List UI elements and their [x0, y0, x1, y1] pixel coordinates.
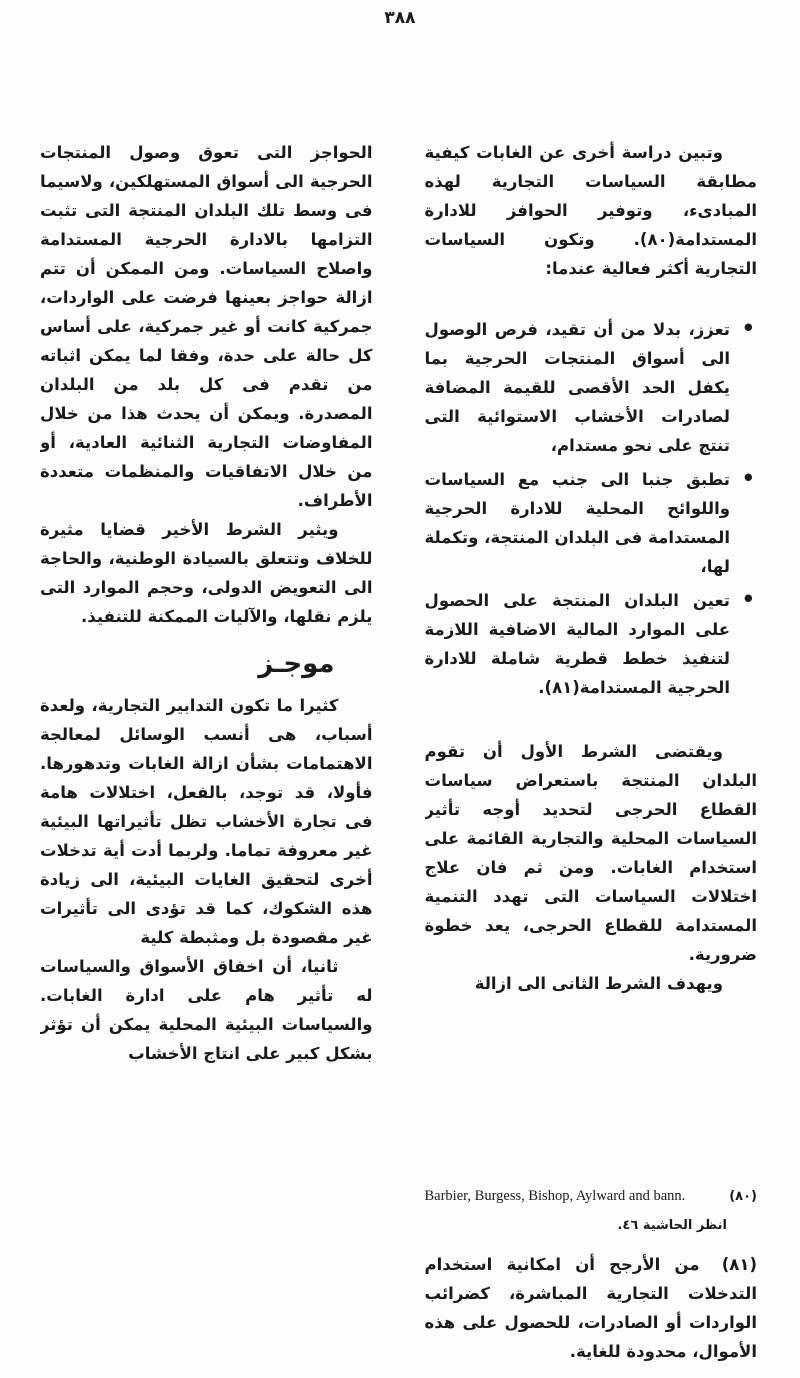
right-column: [425, 138, 758, 1366]
bullet-icon: •: [741, 587, 755, 611]
paragraph-summary-1: كثيرا ما تكون التدابير التجارية، ولعدة أسباب، هى أنسب الوسائل لمعالجة الاهتمامات بشأن ازالة الغابات وتدهورها. فأولا، قد توجد، بالفعل، اختلالات هامة فى تجارة الأخشاب تظل تأثيراتها البيئية غير معروفة تماما. ولربما أدت أية تدخلات أخرى لتحقيق الغايات البيئية، الى زيادة هذه الشكوك، كما قد تؤدى الى تأثيرات غير مقصودة بل ومثبطة كلية: [40, 696, 373, 947]
footnote-80-reference-row: [425, 1182, 758, 1211]
bullet-text: تعزز، بدلا من أن تقيد، فرص الوصول الى أسواق المنتجات الحرجية بما يكفل الحد الأقصى للقيمة المضافة لصادرات الأخشاب الاستوائية التى تنتج على نحو مستدام،: [424, 320, 730, 455]
bullet-item: [425, 465, 758, 581]
bullet-icon: •: [741, 316, 755, 340]
paragraph-summary-2: ثانيا، أن اخفاق الأسواق والسياسات له تأثير هام على ادارة الغابات. والسياسات البيئية المحلية يمكن أن تؤثر بشكل كبير على انتاج الأخشاب: [40, 957, 373, 1063]
bullet-text: تطبق جنبا الى جنب مع السياسات واللوائح المحلية للادارة الحرجية المستدامة فى البلدان المنتجة، وتكملة لها،: [424, 470, 730, 576]
paragraph-final-condition: ويثير الشرط الأخير قضايا مثيرة للخلاف وتتعلق بالسيادة الوطنية، والحاجة الى التعويض الدولى، وحجم الموارد التى يلزم نقلها، والآليات الممكنة للتنفيذ.: [40, 520, 373, 626]
left-column: [40, 138, 373, 1366]
paragraph-intro: وتبين دراسة أخرى عن الغابات كيفية مطابقة السياسات التجارية لهذه المبادىء، وتوفير الحوافز للادارة المستدامة(٨٠). وتكون السياسات التجارية أكثر فعالية عندما:: [424, 143, 757, 278]
paragraph-condition-two-lead: ويهدف الشرط الثانى الى ازالة: [474, 974, 723, 993]
bullet-icon: •: [741, 466, 755, 490]
content-columns: [40, 138, 757, 1366]
bullet-list: [425, 315, 758, 707]
bullet-item: [425, 315, 758, 460]
paragraph-condition-one: ويقتضى الشرط الأول أن تقوم البلدان المنتجة باستعراض سياسات القطاع الحرجى لتحديد أوجه تأثير السياسات المحلية والتجارية القائمة على استخدام الغابات. ومن ثم فان علاج اختلالات السياسات التى تهدد التنمية المستدامة للقطاع الحرجى، يعد خطوة ضرورية.: [424, 742, 757, 964]
footnote-81: [425, 1250, 758, 1366]
footnote-81-marker: (٨١): [721, 1255, 757, 1274]
page-number: ٣٨٨: [384, 8, 416, 28]
paragraph-barriers: الحواجز التى تعوق وصول المنتجات الحرجية الى أسواق المستهلكين، ولاسيما فى وسط تلك البلدان المنتجة التى تثبت التزامها بالادارة الحرجية المستدامة واصلاح السياسات. ومن الممكن أن تتم ازالة حواجز بعينها فرضت على الواردات، جمركية كانت أو غير جمركية، على أساس كل حالة على حدة، وفقا لما يمكن اثباته من تقدم فى كل بلد من البلدان المصدرة. ويمكن أن يحدث هذا من خلال المفاوضات التجارية الثنائية العادية، أو من خلال الاتفاقيات والمنظمات متعددة الأطراف.: [40, 143, 373, 510]
footnote-80-note: انظر الحاشية ٤٦.: [617, 1218, 727, 1233]
footnote-80-marker: (٨٠): [729, 1189, 757, 1204]
footnote-80: [425, 1182, 758, 1240]
footnote-81-text: من الأرجح أن امكانية استخدام التدخلات التجارية المباشرة، كضرائب الواردات أو الصادرات، للحصول على هذه الأموال، محدودة للغاية.: [424, 1255, 757, 1361]
bullet-item: [425, 586, 758, 702]
summary-heading: موجـز: [258, 649, 335, 679]
bullet-text: تعين البلدان المنتجة على الحصول على الموارد المالية الاضافية اللازمة لتنفيذ خطط قطرية شاملة للادارة الحرجية المستدامة(٨١).: [424, 591, 730, 697]
footnotes-section: [425, 1172, 758, 1366]
footnote-80-latin-text: Barbier, Burgess, Bishop, Aylward and bann.: [424, 1188, 686, 1204]
